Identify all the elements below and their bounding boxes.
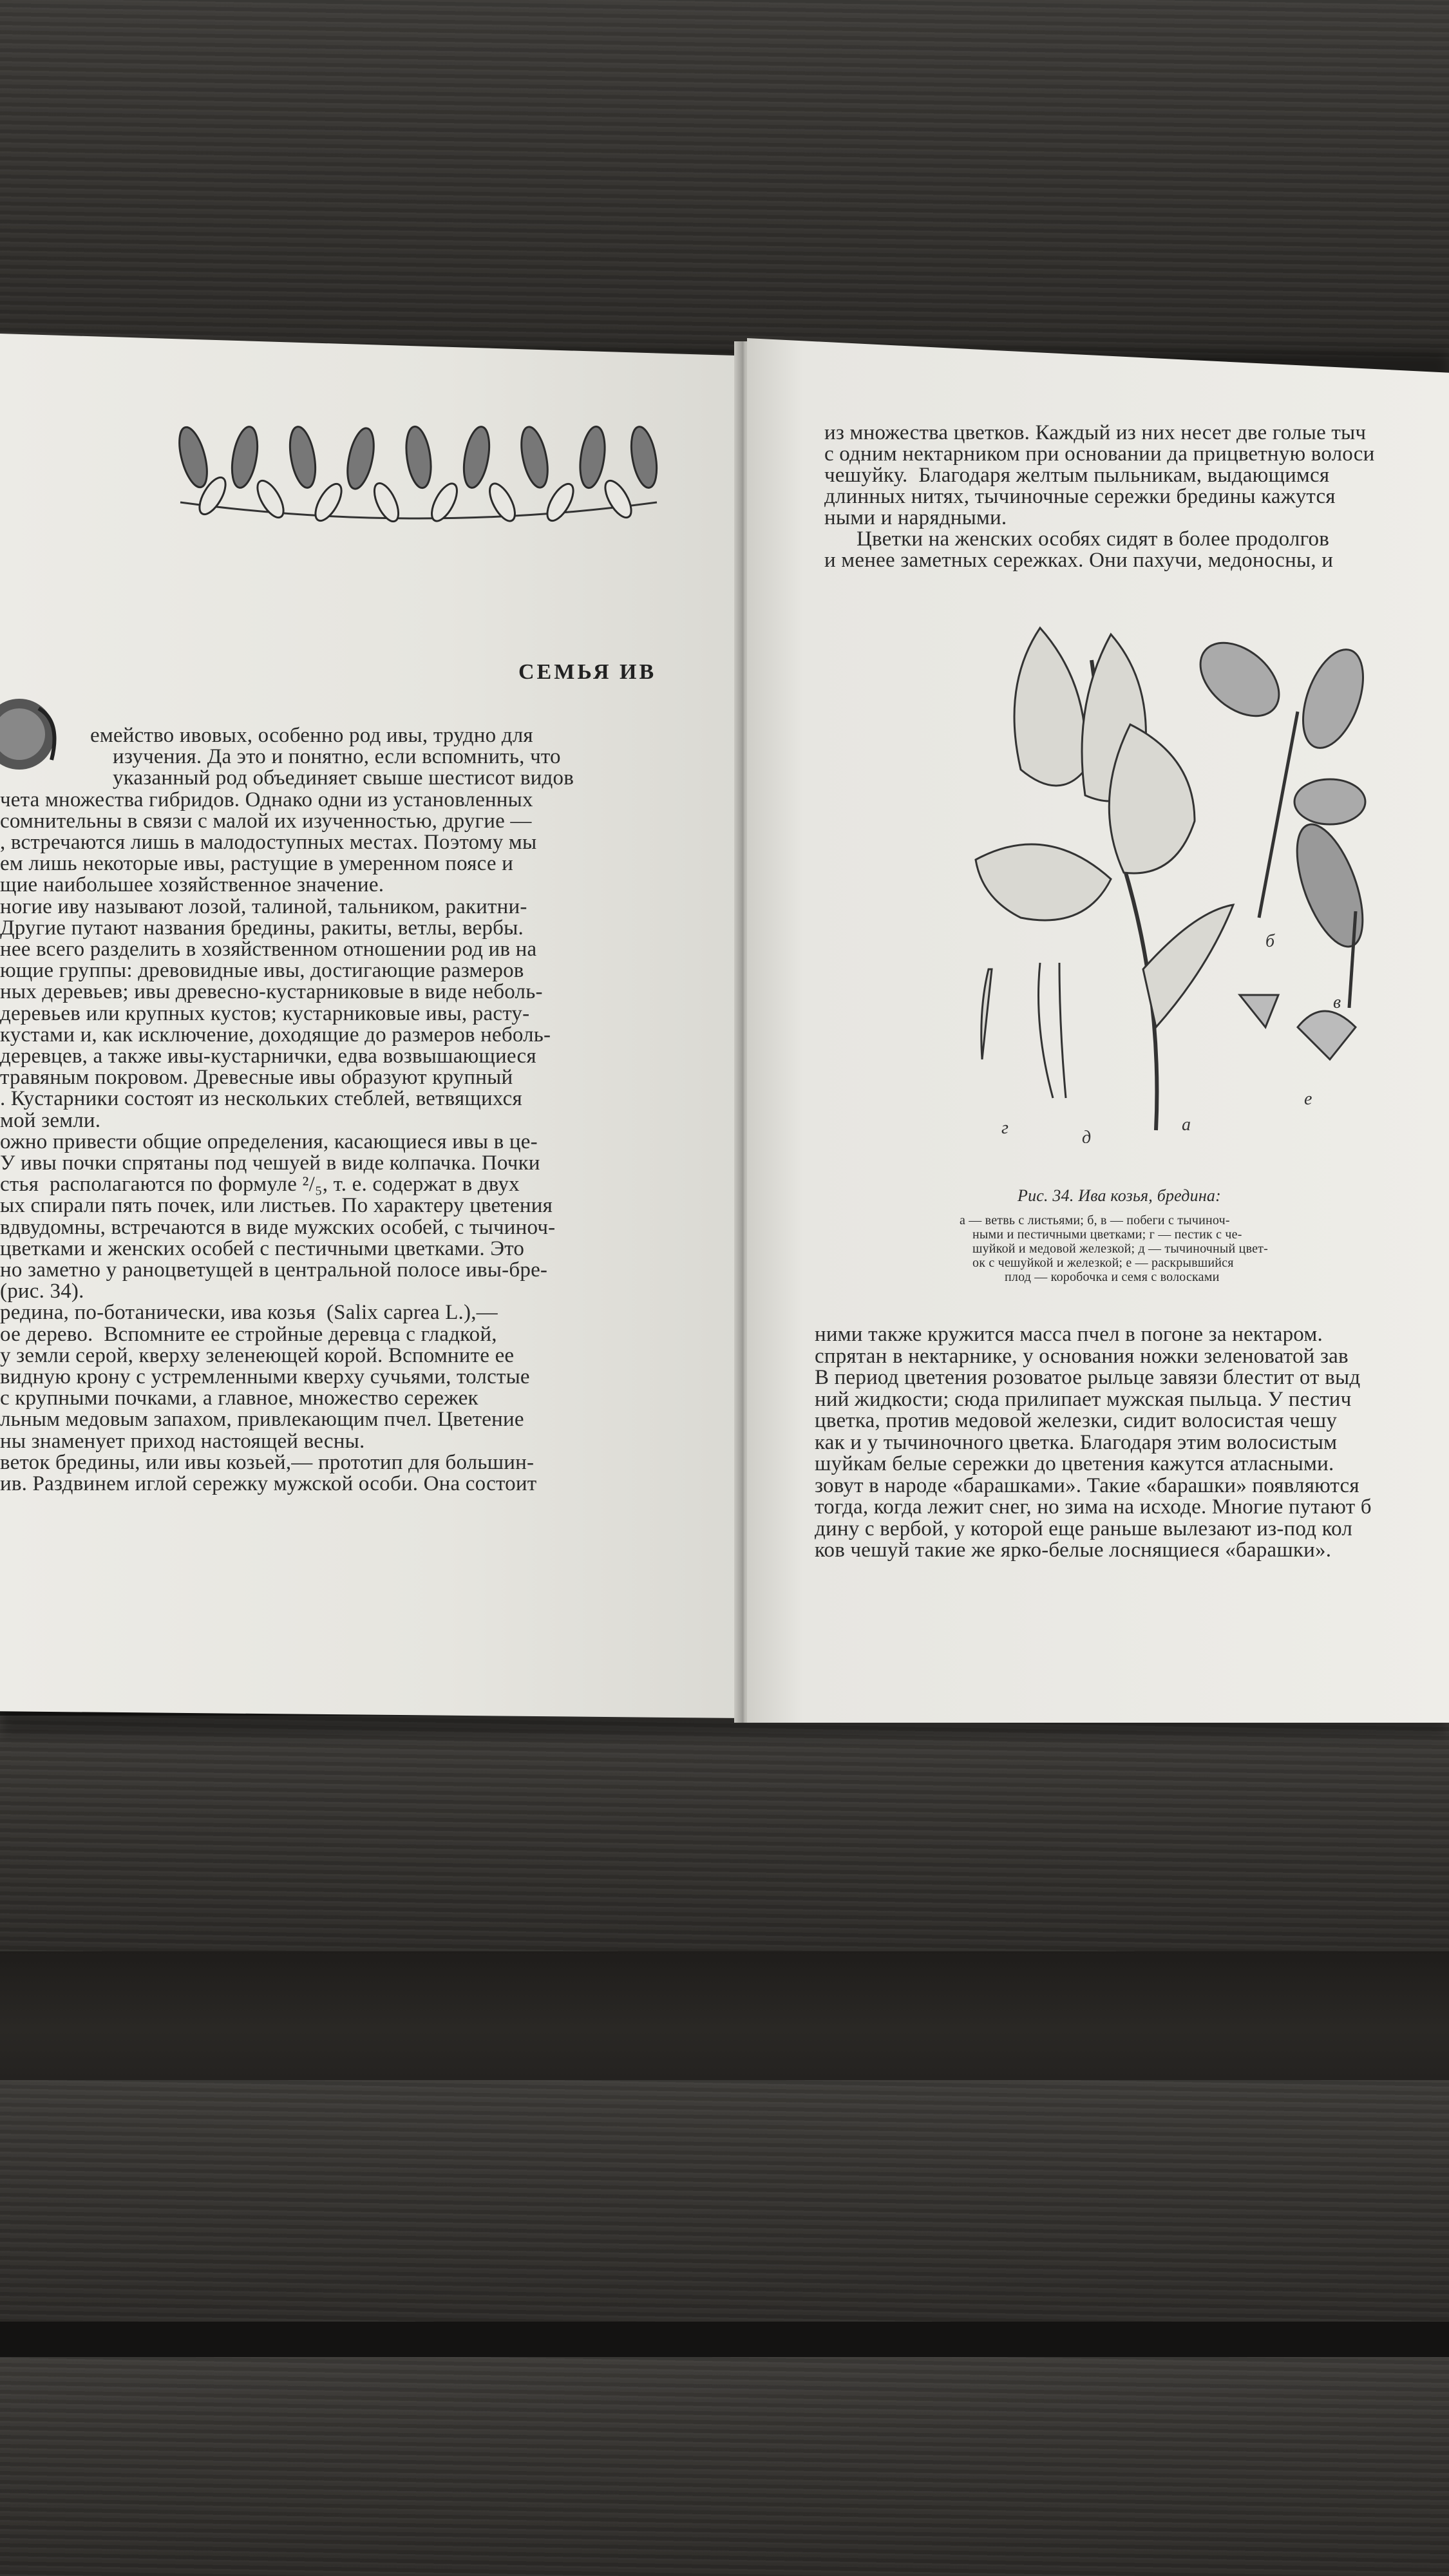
text-line: сомнительны в связи с малой их изученностью, другие — [0,809,532,833]
text-line: цветка, против медовой железки, сидит волосистая чешу [815,1409,1338,1432]
bench-plank-lower [0,2080,1449,2325]
text-line: спрятан в нектарнике, у основания ножки зеленоватой зав [815,1344,1349,1368]
text-line: дину с вербой, у которой еще раньше вылезают из-под кол [815,1517,1353,1540]
text-line: стья располагаются по формуле ²/₅, т. е. содержат в двух [0,1173,520,1197]
text-line: ое дерево. Вспомните ее стройные деревца с гладкой, [0,1322,497,1346]
text-line: ожно привести общие определения, касающиеся ивы в це- [0,1130,538,1153]
text-line: вдвудомны, встречаются в виде мужских особей, с тычиноч- [0,1215,556,1239]
bench-plank-middle [0,1713,1449,1951]
text-line: . Кустарники состоят из нескольких стеблей, ветвящихся [0,1087,522,1111]
text-line: ний жидкости; сюда прилипает мужская пыльца. У пестич [815,1387,1352,1411]
text-line: ем лишь некоторые ивы, растущие в умеренном поясе и [0,852,513,876]
caption-line: плод — коробочка и семя с волосками [1005,1270,1220,1284]
text-line: нее всего разделить в хозяйственном отношении род ив на [0,938,537,961]
chapter-heading: СЕМЬЯ ИВ [518,660,657,684]
text-line: (рис. 34). [0,1280,84,1303]
text-line: кустами и, как исключение, доходящие до размеров неболь- [0,1023,551,1046]
text-line: изучения. Да это и понятно, если вспомнить, что [113,745,561,769]
text-line: чета множества гибридов. Однако одни из установленных [0,788,533,811]
text-line: емейство ивовых, особенно род ивы, трудно для [90,724,533,747]
text-line: и менее заметных сережках. Они пахучи, медоносны, и [824,549,1334,572]
text-line: но заметно у раноцветущей в центральной полосе ивы-бре- [0,1258,548,1282]
text-line: ков чешуй такие же ярко-белые лоснящиеся «барашки». [815,1539,1332,1562]
figure-letter-g: г [1001,1118,1009,1138]
figure-letter-b: б [1265,931,1275,951]
figure-letter-d: д [1082,1128,1092,1143]
text-line: деревцев, а также ивы-кустарнички, едва возвышающиеся [0,1045,536,1068]
bench-plank-edge [0,1951,1449,2080]
text-line: видную крону с устремленными кверху сучьями, толстые [0,1365,530,1388]
text-line: тогда, когда лежит снег, но зима на исходе. Многие путают б [815,1495,1372,1519]
caption-line: ок с чешуйкой и железкой; е — раскрывшийся [972,1256,1234,1270]
figure-letter-v: в [1333,992,1341,1012]
text-line: веток бредины, или ивы козьей,— прототип для большин- [0,1450,535,1474]
text-line: , встречаются лишь в малодоступных местах. Поэтому мы [0,831,537,854]
text-line: чешуйку. Благодаря желтым пыльникам, выдающимся [824,464,1330,487]
text-line: В период цветения розоватое рыльце завязи блестит от выд [815,1366,1361,1389]
text-line: ны знаменует приход настоящей весны. [0,1429,365,1453]
text-line: цветками и женских особей с пестичными цветками. Это [0,1236,525,1260]
text-line: как и у тычиночного цветка. Благодаря этим волосистым [815,1430,1338,1454]
text-line: зовут в народе «барашками». Такие «барашки» появляются [815,1473,1359,1497]
caption-line: шуйкой и медовой железкой; д — тычиночный цвет- [972,1242,1268,1256]
figure-letter-a: а [1182,1115,1191,1135]
text-line: у земли серой, кверху зеленеющей корой. Вспомните ее [0,1343,515,1367]
text-line: ющие группы: древовидные ивы, достигающие размеров [0,959,524,983]
text-line: ых спирали пять почек, или листьев. По характеру цветения [0,1194,553,1218]
figure-caption-title: Рис. 34. Ива козья, бредина: [1018,1186,1221,1205]
bench-plank-bottom [0,2357,1449,2576]
text-line: ными и нарядными. [824,506,1007,529]
caption-line: ными и пестичными цветками; г — пестик с че- [972,1227,1242,1242]
text-line: ними также кружится масса пчел в погоне за нектаром. [815,1323,1323,1346]
plank-gap [0,2322,1449,2360]
text-line: с крупными почками, а главное, множество сережек [0,1387,478,1410]
text-line: льным медовым запахом, привлекающим пчел. Цветение [0,1408,524,1432]
text-line: редина, по-ботанически, ива козья (Salix caprea L.),— [0,1301,498,1325]
willow-branch-illustration [963,609,1375,1143]
text-line: с одним нектарником при основании да прицветную волоси [824,442,1375,466]
text-line: Цветки на женских особях сидят в более продолгов [857,527,1329,551]
text-line: У ивы почки спрятаны под чешуей в виде колпачка. Почки [0,1151,540,1175]
text-line: ногие иву называют лозой, талиной, тальником, ракитни- [0,895,527,918]
text-line: деревьев или крупных кустов; кустарниковые ивы, расту- [0,1001,530,1025]
text-line: из множества цветков. Каждый из них несет две голые тыч [824,421,1367,444]
text-line: ных деревьев; ивы древесно-кустарниковые в виде неболь- [0,980,543,1004]
text-line: шуйкам белые сережки до цветения кажутся атласными. [815,1452,1334,1475]
bench-plank-top [0,0,1449,361]
text-line: длинных нитях, тычиночные сережки бредины кажутся [824,485,1336,508]
text-line: Другие путают названия бредины, ракиты, ветлы, вербы. [0,916,524,940]
text-line: травяным покровом. Древесные ивы образуют крупный [0,1066,513,1090]
caption-line: а — ветвь с листьями; б, в — побеги с тычиноч- [960,1213,1230,1227]
figure-letter-e: е [1304,1089,1312,1109]
dropcap-ornament [0,683,61,786]
text-line: щие наибольшее хозяйственное значение. [0,873,384,897]
text-line: ив. Раздвинем иглой сережку мужской особи. Она состоит [0,1472,537,1495]
text-line: мой земли. [0,1108,101,1132]
willow-ornament [174,412,663,541]
text-line: указанный род объединяет свыше шестисот видов [113,766,574,790]
